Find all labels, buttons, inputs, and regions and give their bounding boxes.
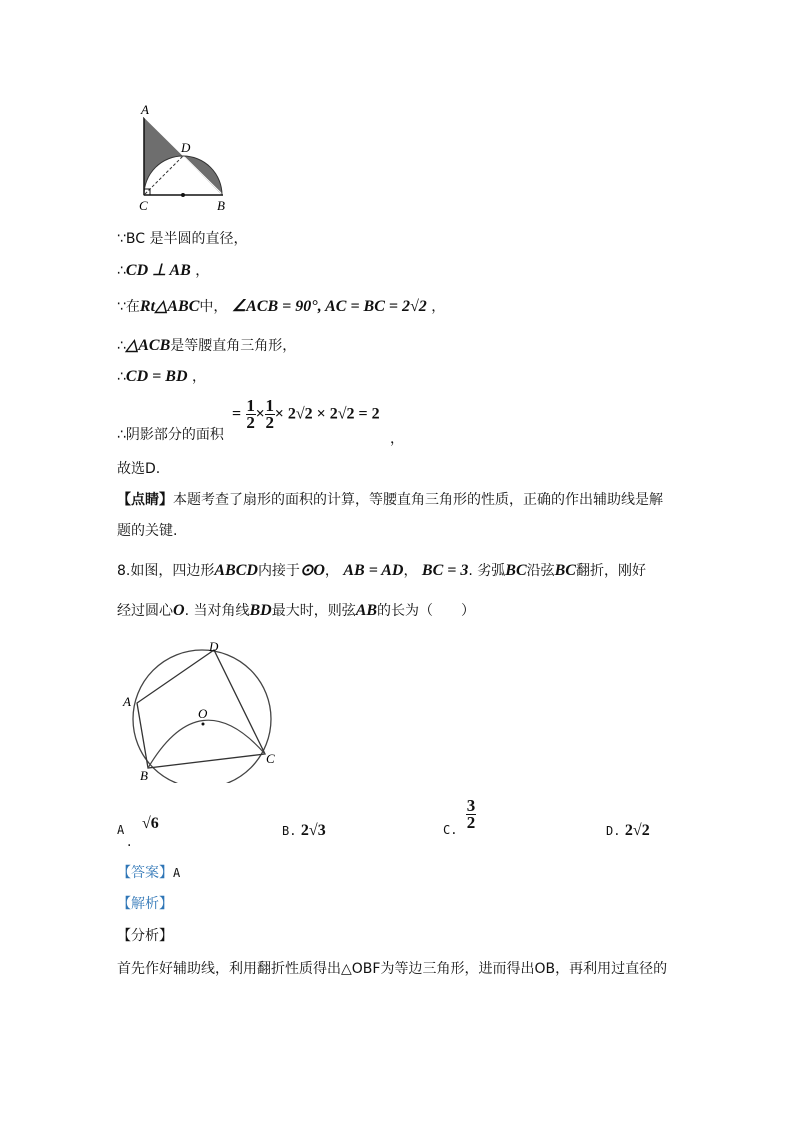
figure-semicircle-triangle (130, 100, 240, 215)
option-a-value: √6 (142, 815, 159, 832)
label-D: D (181, 140, 191, 155)
figure-inscribed-quadrilateral (118, 638, 288, 783)
solution-line-5: ∴CD = BD ， (117, 368, 206, 385)
analysis-heading: 【解析】 (117, 896, 173, 912)
conclusion: 故选D. (117, 461, 161, 477)
answer: 【答案】A (117, 865, 181, 881)
solution-line-6-label: ∴阴影部分的面积 (117, 427, 224, 443)
label-A: A (141, 102, 149, 117)
option-d[interactable]: D. 2√2 (606, 822, 650, 839)
comma: ， (390, 431, 404, 447)
label-D: D (209, 639, 219, 654)
option-c[interactable]: C. (443, 823, 458, 837)
option-c-value: $\frac{3}{2}$ (466, 796, 476, 832)
label-C: C (139, 198, 148, 213)
comment-line-1: 【点睛】本题考查了扇形的面积的计算，等腰直角三角形的性质，正确的作出辅助线是解 (117, 492, 663, 508)
label-B: B (217, 198, 225, 213)
comment-line-2: 题的关键. (117, 523, 178, 539)
area-formula: = $\frac{1}{2}$ × $\frac{1}{2}$ × 2√2 × 2√2 = 2 (232, 396, 380, 432)
solution-line-2: ∴CD ⊥ AB ， (117, 262, 210, 279)
label-A: A (123, 694, 131, 709)
fenxi-heading: 【分析】 (117, 928, 173, 944)
solution-line-1: ∵BC 是半圆的直径， (117, 231, 248, 247)
label-C: C (266, 751, 275, 766)
label-B: B (140, 768, 148, 783)
option-a[interactable]: A (117, 823, 125, 837)
option-a-dot: . (127, 834, 132, 850)
label-O: O (198, 706, 208, 721)
analysis-text: 首先作好辅助线，利用翻折性质得出△OBF为等边三角形，进而得出OB，再利用过直径的 (117, 961, 668, 977)
solution-line-4: ∴△ACB是等腰直角三角形， (117, 337, 297, 354)
solution-line-3: ∵在Rt△ABC中， ∠ACB = 90°, AC = BC = 2√2 ， (117, 298, 446, 315)
option-b[interactable]: B. 2√3 (282, 822, 326, 839)
question-line-2: 经过圆心O. 当对角线BD最大时，则弦AB的长为（ ） (117, 602, 476, 619)
question-line-1: 8.如图，四边形ABCD内接于⊙O， AB = AD， BC = 3. 劣弧BC沿弦BC翻折，刚好 (117, 562, 646, 579)
